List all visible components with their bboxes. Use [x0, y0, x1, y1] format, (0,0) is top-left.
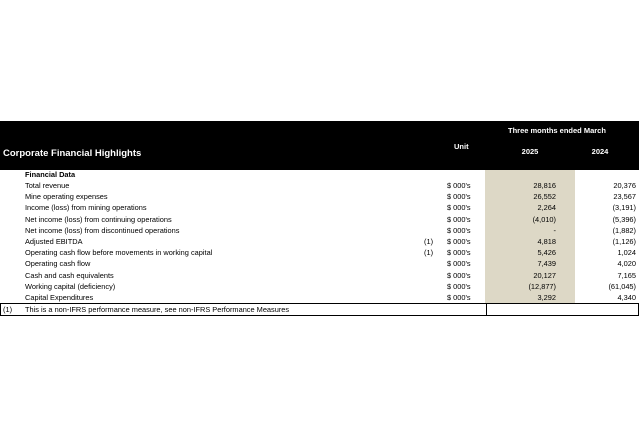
row-unit: $ 000's — [447, 292, 471, 302]
row-value-2024: (1,882) — [612, 225, 636, 235]
unit-column-header: Unit — [454, 142, 469, 151]
row-value-2025: 2,264 — [537, 203, 556, 213]
table-row — [0, 292, 639, 303]
row-value-2024: (5,396) — [612, 214, 636, 224]
row-value-2024: (3,191) — [612, 203, 636, 213]
row-unit: $ 000's — [447, 281, 471, 291]
footnote-marker: (1) — [3, 305, 13, 314]
table-row — [0, 202, 639, 213]
footnote-divider — [486, 304, 487, 315]
row-unit: $ 000's — [447, 270, 471, 280]
row-unit: $ 000's — [447, 259, 471, 269]
table-row — [0, 214, 639, 225]
row-label: Operating cash flow before movements in working capital — [25, 248, 213, 258]
table-row — [0, 270, 639, 281]
row-value-2025: 28,816 — [533, 181, 556, 190]
row-label: Working capital (deficiency) — [25, 281, 116, 291]
row-label: Operating cash flow — [25, 259, 91, 269]
row-label: Net income (loss) from discontinued operations — [25, 225, 180, 235]
row-value-2024: 7,165 — [617, 270, 636, 280]
row-value-2025: 26,552 — [533, 192, 556, 202]
row-label: Mine operating expenses — [25, 192, 108, 202]
year-2025-column-header: 2025 — [521, 147, 539, 156]
row-value-2025: - — [553, 225, 556, 235]
period-heading: Three months ended March — [508, 126, 606, 135]
row-value-2024: 4,020 — [617, 259, 636, 269]
section-heading — [0, 170, 639, 180]
row-unit: $ 000's — [447, 181, 471, 190]
row-note: (1) — [424, 236, 434, 246]
table-row — [0, 281, 639, 292]
row-unit: $ 000's — [447, 214, 471, 224]
row-value-2025: 7,439 — [537, 259, 556, 269]
row-value-2025: 3,292 — [537, 292, 556, 302]
row-unit: $ 000's — [447, 192, 471, 202]
row-label: Income (loss) from mining operations — [25, 203, 147, 213]
table-header — [0, 121, 639, 170]
row-value-2024: 23,567 — [613, 192, 636, 202]
section-title: Financial Data — [25, 170, 76, 179]
table-title: Corporate Financial Highlights — [3, 148, 142, 159]
table-row — [0, 225, 639, 236]
table-row — [0, 247, 639, 258]
row-label: Net income (loss) from continuing operations — [25, 214, 172, 224]
row-unit: $ 000's — [447, 236, 471, 246]
row-value-2024: 4,340 — [617, 292, 636, 302]
table-row — [0, 236, 639, 247]
financial-data-table — [0, 170, 639, 303]
row-value-2024: 20,376 — [613, 181, 636, 190]
table-row — [0, 258, 639, 269]
row-label: Cash and cash equivalents — [25, 270, 114, 280]
footnote-text: This is a non-IFRS performance measure, see non-IFRS Performance Measures — [25, 305, 290, 314]
row-unit: $ 000's — [447, 248, 471, 258]
row-value-2025: (12,877) — [528, 281, 556, 291]
row-value-2025: 4,818 — [537, 236, 556, 246]
row-value-2024: (61,045) — [608, 281, 636, 291]
table-row — [0, 191, 639, 202]
row-value-2025: 20,127 — [533, 270, 556, 280]
row-unit: $ 000's — [447, 203, 471, 213]
row-value-2024: 1,024 — [617, 248, 636, 258]
row-value-2025: (4,010) — [532, 214, 556, 224]
row-unit: $ 000's — [447, 225, 471, 235]
footnote — [0, 303, 639, 316]
row-value-2025: 5,426 — [537, 248, 556, 258]
row-value-2024: (1,126) — [612, 236, 636, 246]
table-row — [0, 180, 639, 191]
row-label: Total revenue — [25, 181, 70, 190]
row-note: (1) — [424, 248, 434, 258]
year-2024-column-header: 2024 — [591, 147, 609, 156]
row-label: Adjusted EBITDA — [25, 236, 83, 246]
row-label: Capital Expenditures — [25, 292, 94, 302]
